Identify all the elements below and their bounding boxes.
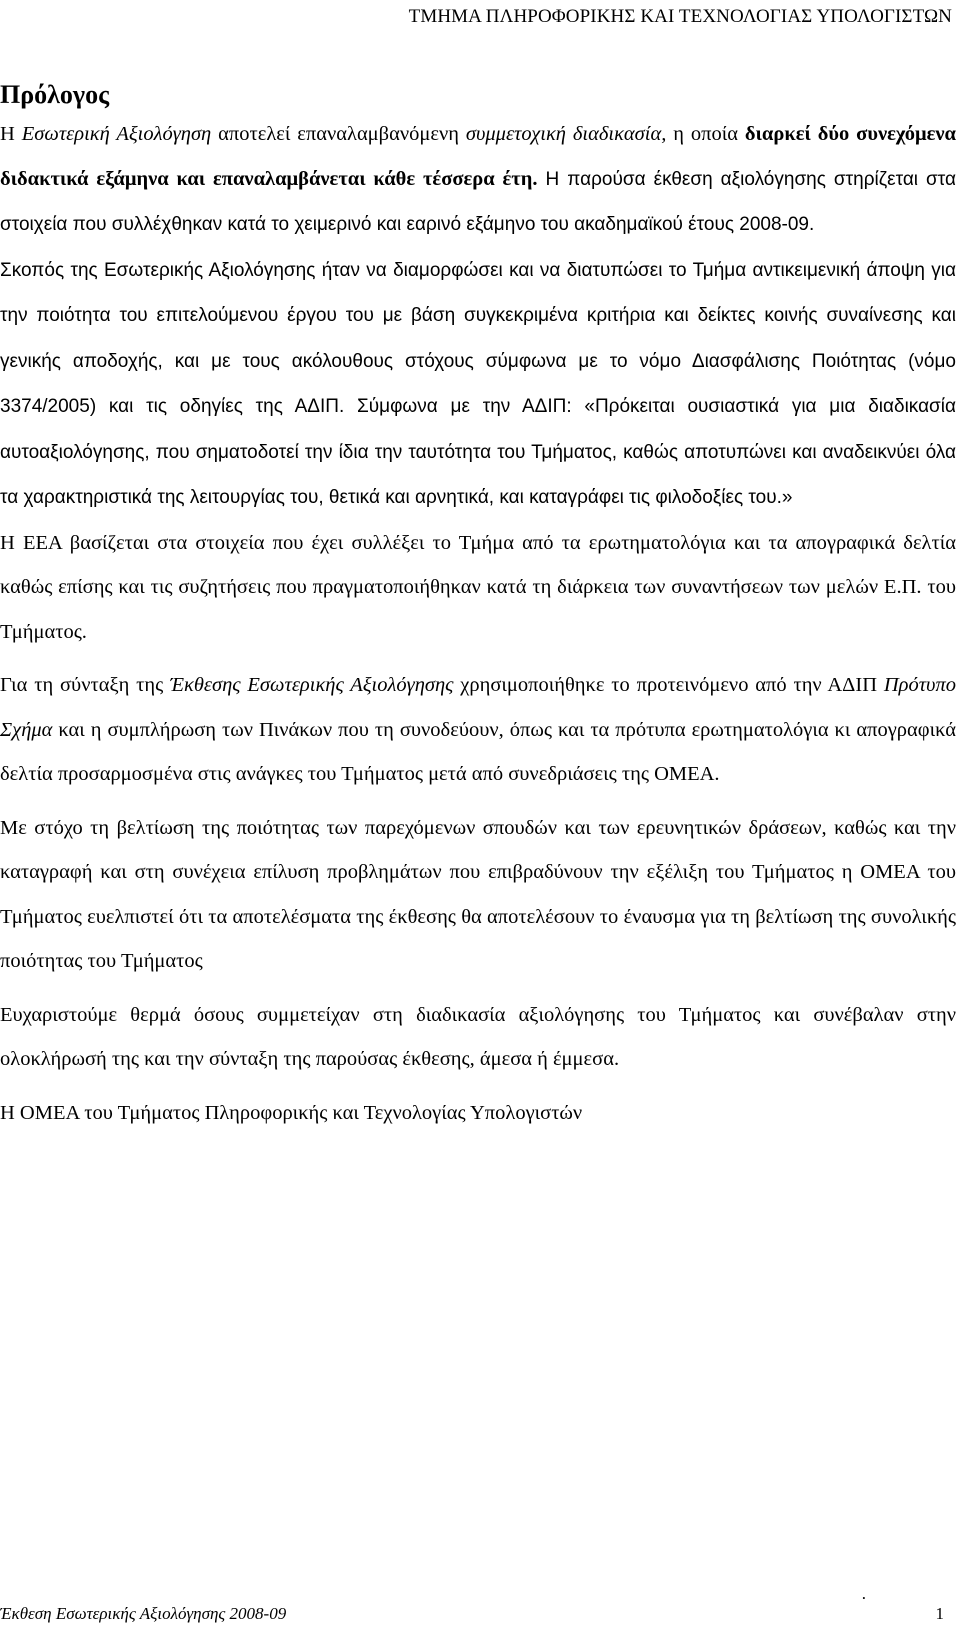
text-span: Για τη σύνταξη της — [0, 674, 171, 696]
text-span: Η — [0, 123, 22, 145]
footer-dot: . — [861, 1584, 866, 1603]
italic-term: συμμετοχική διαδικασία, — [465, 123, 667, 145]
document-body — [0, 112, 956, 1135]
text-span: Ευχαριστούμε θερμά όσους συμμετείχαν στη διαδικασία αξιολόγησης του Τμήματος και συνέβαλαν στην ολοκλήρωσή της και την σύνταξη της παρούσας έκθεσης, άμεσα ή έμμεσα. — [0, 1003, 956, 1070]
paragraph-signature — [0, 1091, 956, 1136]
text-span: Η παρούσα έκθεση αξιολόγησης στηρίζεται στα στοιχεία που συλλέχθηκαν κατά το χειμερινό και εαρινό εξάμηνο του ακαδημαϊκού έτους 2008-09. — [0, 168, 956, 235]
text-span: αποτελεί επαναλαμβανόμενη — [211, 123, 466, 145]
paragraph-thanks — [0, 993, 956, 1082]
running-header: ΤΜΗΜΑ ΠΛΗΡΟΦΟΡΙΚΗΣ ΚΑΙ ΤΕΧΝΟΛΟΓΙΑΣ ΥΠΟΛΟΓΙΣΤΩΝ — [408, 6, 952, 27]
paragraph-purpose — [0, 248, 956, 521]
paragraph-goal — [0, 806, 956, 984]
paragraph-intro — [0, 112, 956, 248]
text-span: χρησιμοποιήθηκε το προτεινόμενο από την ΑΔΙΠ — [453, 674, 884, 696]
text-span: Η ΟΜΕΑ του Τμήματος Πληροφορικής και Τεχνολογίας Υπολογιστών — [0, 1101, 583, 1124]
text-span: Η ΕΕΑ βασίζεται στα στοιχεία που έχει συλλέξει το Τμήμα από τα ερωτηματολόγια και τα απογραφικά δελτία καθώς επίσης και τις συζητήσεις που πραγματοποιήθηκαν κατά τη διάρκεια των συναντήσεων των μελών Ε.Π. του Τμήματος. — [0, 531, 956, 643]
italic-term: Εσωτερική Αξιολόγηση — [21, 123, 212, 145]
section-title: Πρόλογος — [0, 80, 110, 109]
page-number: 1 — [935, 1604, 944, 1623]
text-span: Σκοπός της Εσωτερικής Αξιολόγησης ήταν να διαμορφώσει και να διατυπώσει το Τμήμα αντικειμενική άποψη για την ποιότητα του επιτελούμενου έργου του με βάση συγκεκριμένα κριτήρια και δείκτες κοινής συναίνεσης και γενικής αποδοχής, και με τους ακόλουθους στόχους σύμφωνα με το νόμο Διασφάλισης Ποιότητας (νόμο 3374/2005) και τις οδηγίες της ΑΔΙΠ. Σύμφωνα με την ΑΔΙΠ: «Πρόκειται ουσιαστικά για μια διαδικασία αυτοαξιολόγησης, που σηματοδοτεί την ίδια την ταυτότητα του Τμήματος, καθώς αποτυπώνει και αναδεικνύει όλα τα χαρακτηριστικά της λειτουργίας του, θετικά και αρνητικά, και καταγράφει τις φιλοδοξίες του.» — [0, 259, 956, 508]
bold-phrase: διαρκεί δύο συνεχόμενα διδακτικά εξάμηνα και επαναλαμβάνεται κάθε τέσσερα έτη. — [0, 123, 956, 190]
italic-term: Πρότυπο Σχήμα — [0, 674, 956, 741]
text-span: Με στόχο τη βελτίωση της ποιότητας των παρεχόμενων σπουδών και των ερευνητικών δράσεων, καθώς και την καταγραφή και στη συνέχεια επίλυση προβλημάτων που επιβραδύνουν την εξέλιξη του Τμήματος η ΟΜΕΑ του Τμήματος ευελπιστεί ότι τα αποτελέσματα της έκθεσης θα αποτελέσουν το έναυσμα για τη βελτίωση της συνολικής ποιότητας του Τμήματος — [0, 816, 956, 972]
footer-doc-title: Έκθεση Εσωτερικής Αξιολόγησης 2008-09 — [0, 1604, 287, 1623]
paragraph-compilation — [0, 663, 956, 797]
paragraph-eea — [0, 521, 956, 655]
italic-term: Έκθεσης Εσωτερικής Αξιολόγησης — [170, 674, 454, 696]
text-span: και η συμπλήρωση των Πινάκων που τη συνοδεύουν, όπως και τα πρότυπα ερωτηματολόγια κι απογραφικά δελτία προσαρμοσμένα στις ανάγκες του Τμήματος μετά από συνεδριάσεις της ΟΜΕΑ. — [0, 718, 956, 785]
text-span: η οποία — [666, 123, 745, 145]
